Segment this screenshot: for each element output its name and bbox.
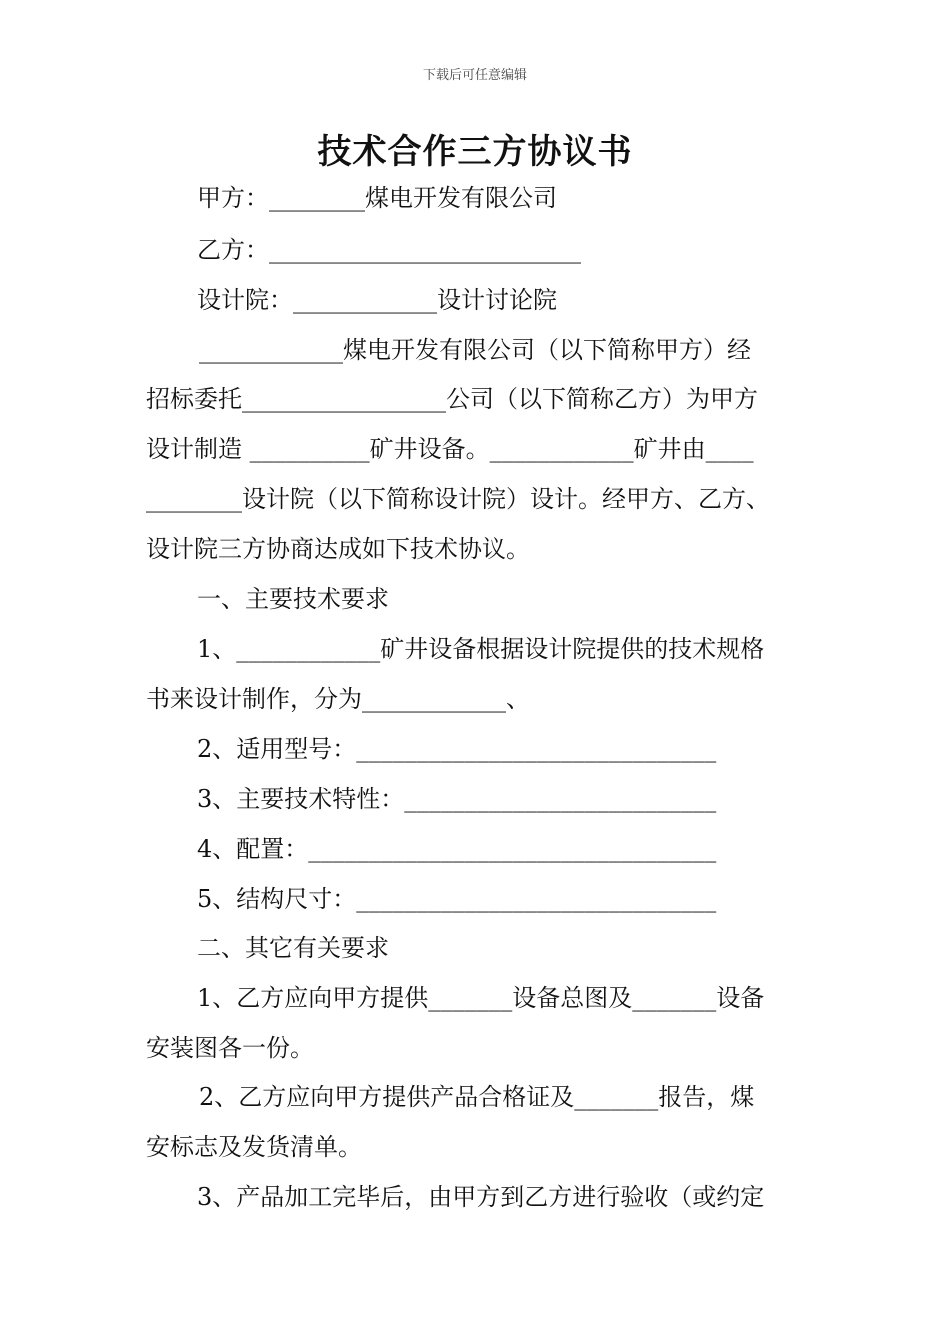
req-3-line-1: 3、产品加工完毕后，由甲方到乙方进行验收（或约定 xyxy=(197,1183,765,1211)
req-2-line-2: 安标志及发货清单。 xyxy=(146,1133,362,1161)
intro-paragraph-line-2: 招标委托_________________公司（以下简称乙方）为甲方 xyxy=(146,385,758,413)
party-b-line: 乙方：__________________________ xyxy=(197,236,581,264)
intro-paragraph-line-4: ________设计院（以下简称设计院）设计。经甲方、乙方、 xyxy=(146,485,770,513)
section-heading-2: 二、其它有关要求 xyxy=(197,934,389,962)
intro-paragraph-line-5: 设计院三方协商达成如下技术协议。 xyxy=(146,535,530,563)
page-header: 下载后可任意编辑 xyxy=(422,68,527,83)
intro-paragraph-line-1: ____________煤电开发有限公司（以下简称甲方）经 xyxy=(199,336,751,364)
req-1-line-2: 安装图各一份。 xyxy=(146,1034,314,1062)
document-title: 技术合作三方协议书 xyxy=(317,132,633,172)
party-a-line: 甲方：________煤电开发有限公司 xyxy=(197,184,557,212)
item-5-dimensions: 5、结构尺寸：______________________________ xyxy=(197,885,717,913)
item-3-characteristics: 3、主要技术特性：__________________________ xyxy=(197,785,717,813)
item-1-line-1: 1、____________矿井设备根据设计院提供的技术规格 xyxy=(197,635,765,663)
design-institute-line: 设计院：____________设计讨论院 xyxy=(197,286,557,314)
req-1-line-1: 1、乙方应向甲方提供_______设备总图及_______设备 xyxy=(197,984,765,1012)
intro-paragraph-line-3: 设计制造 __________矿井设备。____________矿井由____ xyxy=(146,435,754,463)
item-2-model: 2、适用型号：______________________________ xyxy=(197,735,717,763)
req-2-line-1: 2、乙方应向甲方提供产品合格证及_______报告，煤 xyxy=(199,1083,755,1111)
item-4-configuration: 4、配置：__________________________________ xyxy=(197,835,717,863)
section-heading-1: 一、主要技术要求 xyxy=(197,585,389,613)
item-1-line-2: 书来设计制作，分为____________、 xyxy=(146,685,530,713)
